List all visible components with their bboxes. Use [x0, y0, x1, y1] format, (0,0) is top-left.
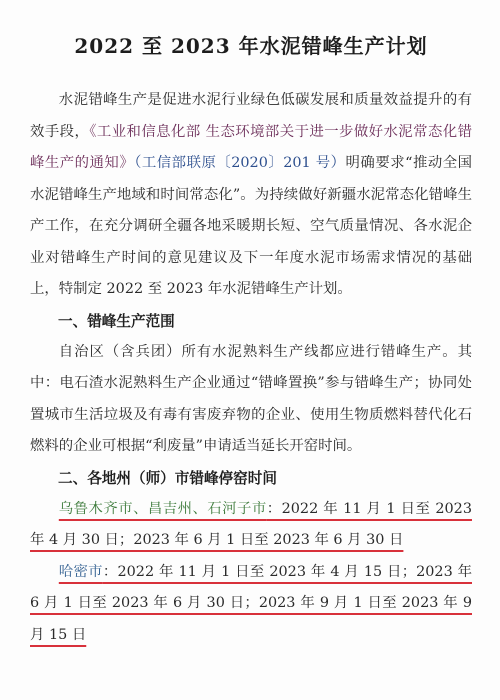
scope-paragraph: 自治区（含兵团）所有水泥熟料生产线都应进行错峰生产。其中：电石渣水泥熟料生产企业通过“错峰置换”参与错峰生产；协同处置城市生活垃圾及有毒有害废弃物的企业、使用生物质燃料替代化石燃料的企业可根据“利废量”申请适当延长开窑时间。	[30, 343, 472, 454]
group1-times: ：2022 年 11 月 1 日至 2023 年 4 月 30 日；2023 年 6 月 1 日至 2023 年 6 月 30 日	[30, 500, 472, 548]
schedule-group-1	[30, 494, 472, 557]
group2-city: 哈密市	[58, 563, 103, 580]
page-title: 2022 至 2023 年水泥错峰生产计划	[74, 34, 428, 58]
intro-text-2: 明确要求“推动全国水泥错峰生产地域和时间常态化”。为持续做好新疆水泥常态化错峰生产工作，在充分调研全疆各地采暖期长短、空气质量情况、各水泥企业对错峰生产时间的意见建议及下一年度水泥市场需求情况的基础上，特制定 2022 至 2023 年水泥错峰生产计划。	[30, 155, 472, 297]
schedule-group-2	[30, 557, 472, 652]
notice-document-number: （工信部联原〔2020〕201 号）	[134, 155, 346, 171]
intro-text-1: 水泥错峰生产是促进水泥行业绿色低碳发展和质量效益提升的有效手段，	[30, 92, 472, 140]
intro-paragraph	[30, 85, 472, 306]
group2-times: ：2022 年 11 月 1 日至 2023 年 4 月 15 日；2023 年 6 月 1 日至 2023 年 6 月 30 日；2023 年 9 月 1 日至 2023 年 9 月 15 日	[30, 563, 472, 643]
group1-cities: 乌鲁木齐市、昌吉州、石河子市	[58, 500, 267, 517]
section-heading-scope: 一、错峰生产范围	[58, 312, 175, 330]
section-heading-schedule: 二、各地州（师）市错峰停窑时间	[58, 469, 277, 487]
notice-document-title: 《工业和信息化部 生态环境部关于进一步做好水泥常态化错峰生产的通知》	[30, 123, 472, 171]
